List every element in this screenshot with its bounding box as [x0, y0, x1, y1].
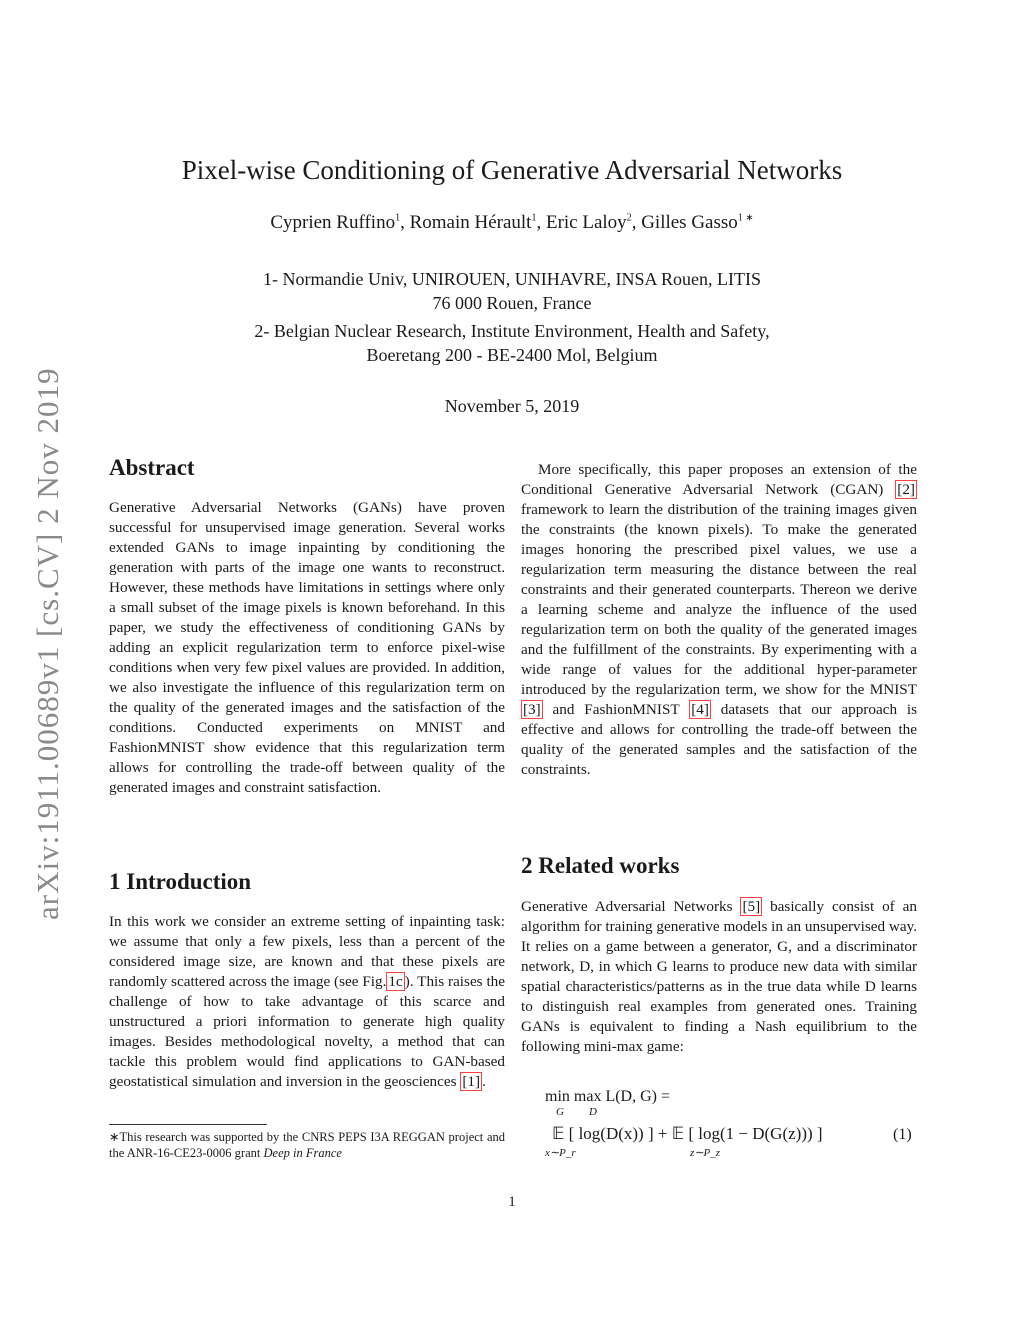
introduction-heading: 1 Introduction — [109, 869, 252, 894]
equation-sub-1: x∼P_r — [545, 1147, 576, 1159]
author-1-affil: 1 — [395, 212, 401, 224]
equation-max-subscript: D — [589, 1106, 597, 1118]
right-text-a: More specifically, this paper proposes an extension of the Conditional Generative Adversarial Network (CGAN) — [521, 461, 917, 498]
intro-text-part3: . — [482, 1073, 486, 1090]
affiliation-1-line1: 1- Normandie Univ, UNIROUEN, UNIHAVRE, INSA Rouen, LITIS — [263, 269, 761, 289]
paper-date: November 5, 2019 — [444, 396, 580, 416]
equation-number: (1) — [893, 1126, 912, 1143]
citation-4-link[interactable]: [4] — [691, 701, 709, 718]
affiliation-1-line2: 76 000 Rouen, France — [432, 293, 592, 313]
footnote — [109, 1129, 505, 1161]
equation-line-2: 𝔼 [ log(D(x)) ] + 𝔼 [ log(1 − D(G(z))) ] — [552, 1124, 823, 1143]
intro-continued-text — [521, 460, 917, 780]
figure-ref-link[interactable]: 1c — [388, 973, 403, 990]
abstract-text: Generative Adversarial Networks (GANs) have proven successful for unsupervised image generation. Several works extended GANs to image inpainting by conditioning the generation with parts of the image one wants to reconstruct. However, these methods have limitations in settings where only a small subset of the image pixels is known beforehand. In this paper, we study the effectiveness of conditioning GANs by adding an explicit regularization term to enforce pixel-wise conditions when very few pixel values are provided. In addition, we also investigate the influence of this regularization term on the quality of the generated images and the satisfaction of the conditions. Conducted experiments on MNIST and FashionMNIST show evidence that this regularization term allows for controlling the trade-off between quality of the generated images and constraint satisfaction. — [109, 499, 505, 796]
introduction-text — [109, 912, 505, 1092]
affiliation-2 — [0, 319, 1024, 367]
equation-line-1: min max L(D, G) = — [545, 1088, 670, 1105]
citation-5-link[interactable]: [5] — [742, 898, 761, 915]
related-works-text — [521, 897, 917, 1057]
right-text-c: and FashionMNIST — [542, 701, 690, 718]
related-text-b: basically consist of an algorithm for training generative models in an unsupervised way. It relies on a game between a generator, G, and a discriminator network, D, in which G learns to produce new data with similar spatial characteristics/patterns as in the true data while D learns to distinguish real examples from generated ones. Training GANs is equivalent to finding a Nash equilibrium to the following mini-max game: — [521, 898, 917, 1055]
author-3-affil: 2 — [626, 212, 632, 224]
page-number: 1 — [508, 1194, 516, 1210]
arxiv-stamp: arXiv:1911.00689v1 [cs.CV] 2 Nov 2019 — [30, 367, 65, 920]
citation-3-link[interactable]: [3] — [523, 701, 541, 718]
author-3: , Eric Laloy — [536, 212, 627, 233]
related-text-a: Generative Adversarial Networks — [521, 898, 741, 915]
affiliation-2-line2: Boeretang 200 - BE-2400 Mol, Belgium — [366, 345, 658, 365]
affiliation-1 — [0, 267, 1024, 315]
affiliation-2-line1: 2- Belgian Nuclear Research, Institute Environment, Health and Safety, — [254, 321, 770, 341]
footnote-rule — [109, 1124, 267, 1125]
footnote-italic: Deep in France — [263, 1146, 342, 1160]
right-text-d: datasets that our approach is effective and allows for controlling the trade-off between the quality of the generated samples and the satisfaction of the constraints. — [521, 701, 917, 778]
intro-text-part2: ). This raises the challenge of how to take advantage of this scarce and unstructured a priori information to generate high quality images. Besides methodological novelty, a method that can tackle this problem would find applications to GAN-based geostatistical simulation and inversion in the geosciences — [109, 973, 505, 1090]
equation-min-subscript: G — [556, 1106, 564, 1118]
citation-1-link[interactable]: [1] — [462, 1073, 481, 1090]
author-1: Cyprien Ruffino — [270, 212, 396, 233]
footnote-text: ∗This research was supported by the CNRS PEPS I3A REGGAN project and the ANR-16-CE23-0006 grant — [109, 1130, 505, 1160]
author-2: , Romain Hérault — [400, 212, 532, 233]
right-text-b: framework to learn the distribution of the training images given the constraints (the known pixels). To make the generated images honoring the prescribed pixel values, we use a regularization term measuring the distance between the real constraints and their generated counterparts. Thereon we derive a learning scheme and analyze the influence of the used regularization term on both the quality of the generated images and the fulfillment of the constraints. By experimenting with a wide range of values for the additional hyper-parameter introduced by the regularization term, we show for the MNIST — [521, 501, 917, 698]
abstract-heading: Abstract — [109, 455, 195, 480]
paper-title: Pixel-wise Conditioning of Generative Adversarial Networks — [181, 155, 843, 185]
citation-2-link[interactable]: [2] — [897, 481, 915, 498]
equation-sub-2: z∼P_z — [690, 1147, 720, 1159]
author-4: , Gilles Gasso — [631, 212, 738, 233]
author-4-affil: 1 ∗ — [737, 212, 754, 224]
author-2-affil: 1 — [531, 212, 537, 224]
intro-text-part1: In this work we consider an extreme setting of inpainting task: we assume that only a few pixels, less than a percent of the considered image size, are known and that these pixels are randomly scattered across the image (see Fig. — [109, 913, 505, 990]
author-list — [0, 212, 1024, 234]
related-works-heading: 2 Related works — [521, 853, 680, 878]
